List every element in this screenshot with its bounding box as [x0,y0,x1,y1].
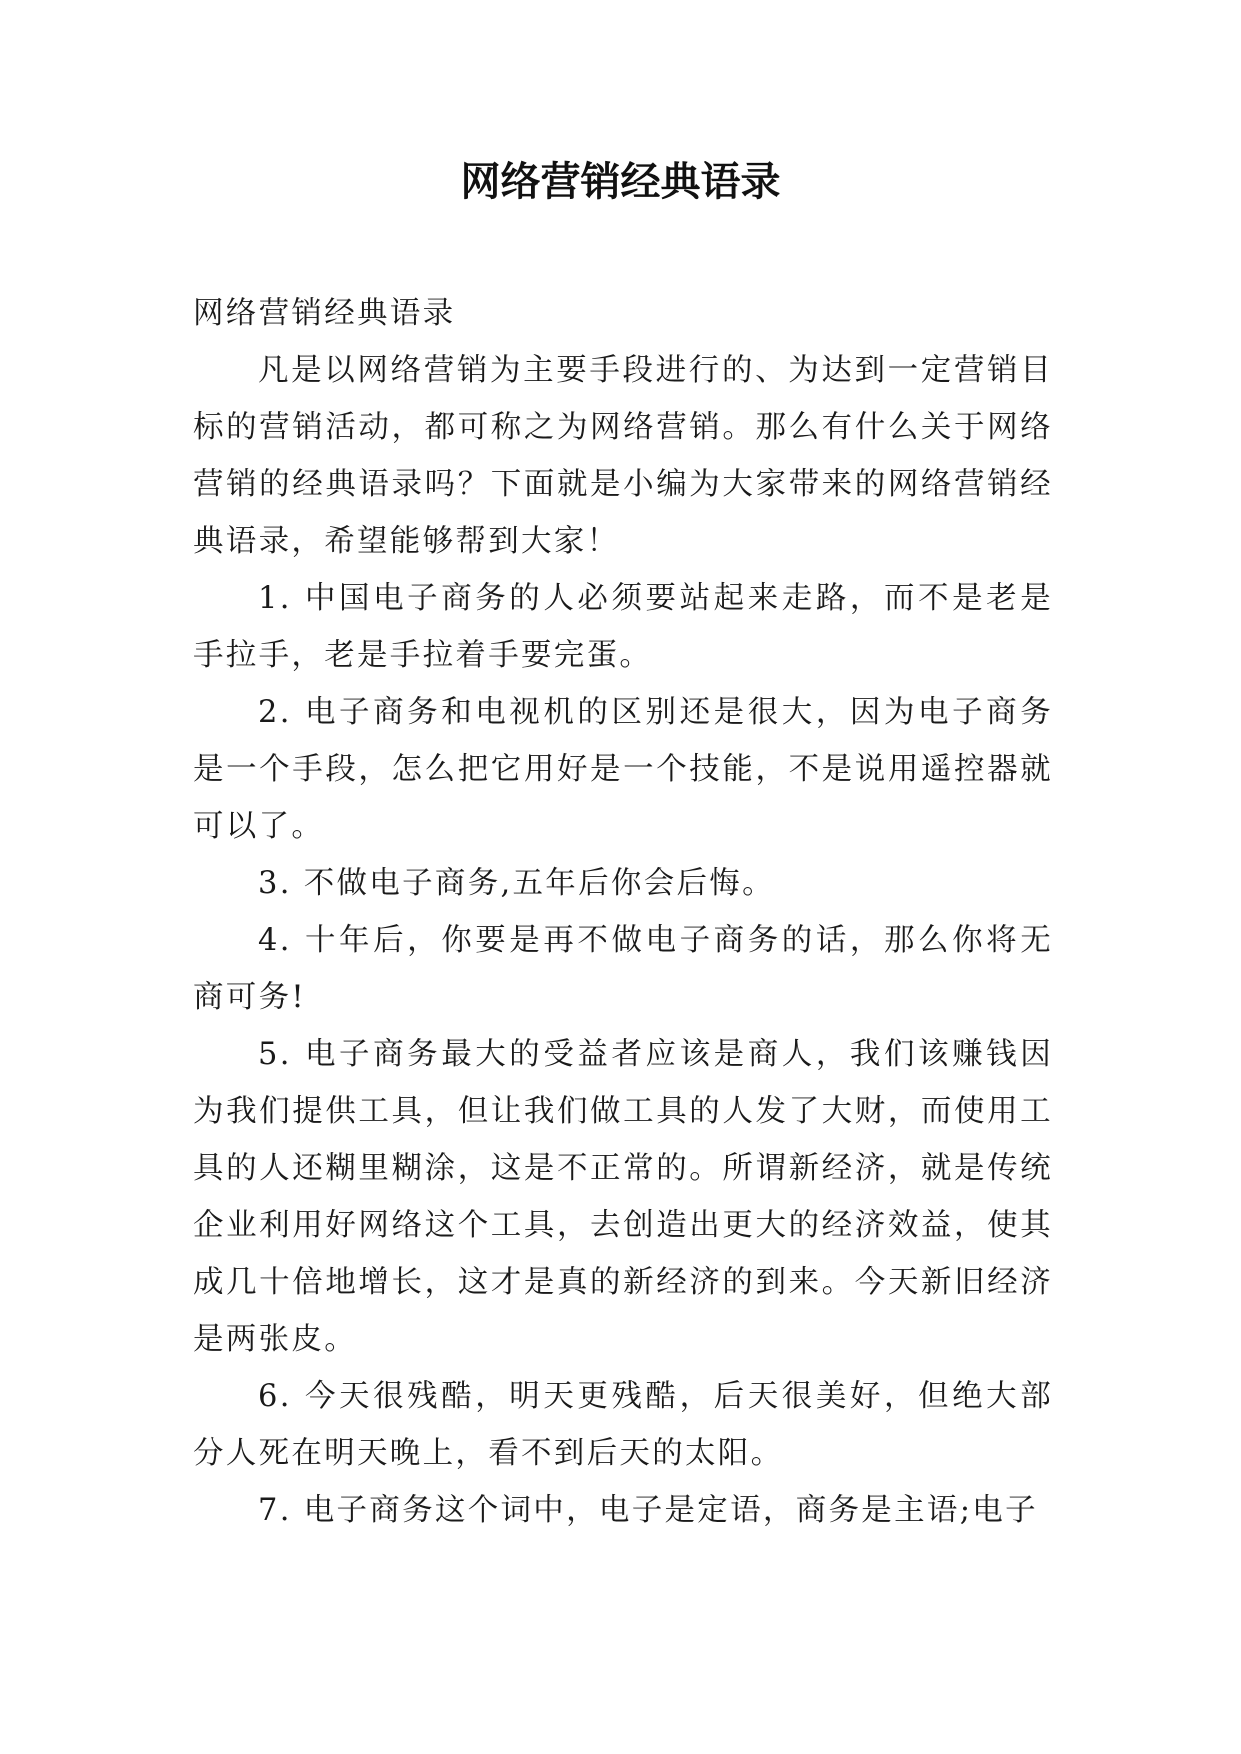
intro-paragraph: 凡是以网络营销为主要手段进行的、为达到一定营销目标的营销活动，都可称之为网络营销。那么有什么关于网络营销的经典语录吗？下面就是小编为大家带来的网络营销经典语录，希望能够帮到大家！ [193,353,1053,559]
quote-paragraph-2: 2. 电子商务和电视机的区别还是很大，因为电子商务是一个手段，怎么把它用好是一个技能，不是说用遥控器就可以了。 [193,695,1053,844]
quote-paragraph-1: 1. 中国电子商务的人必须要站起来走路，而不是老是手拉手，老是手拉着手要完蛋。 [193,581,1053,673]
quote-paragraph-3: 3. 不做电子商务,五年后你会后悔。 [258,866,775,901]
quote-paragraph-7: 7. 电子商务这个词中，电子是定语，商务是主语;电子 [258,1493,1038,1528]
document-subtitle: 网络营销经典语录 [193,296,456,331]
quote-paragraph-6: 6. 今天很残酷，明天更残酷，后天很美好，但绝大部分人死在明天晚上，看不到后天的太阳。 [193,1379,1053,1471]
quote-paragraph-5: 5. 电子商务最大的受益者应该是商人，我们该赚钱因为我们提供工具，但让我们做工具的人发了大财，而使用工具的人还糊里糊涂，这是不正常的。所谓新经济，就是传统企业利用好网络这个工具，去创造出更大的经济效益，使其成几十倍地增长，这才是真的新经济的到来。今天新旧经济是两张皮。 [193,1037,1053,1357]
document-body [193,285,1053,1539]
quote-paragraph-4: 4. 十年后，你要是再不做电子商务的话，那么你将无商可务! [193,923,1053,1015]
document-title: 网络营销经典语录 [460,159,781,205]
